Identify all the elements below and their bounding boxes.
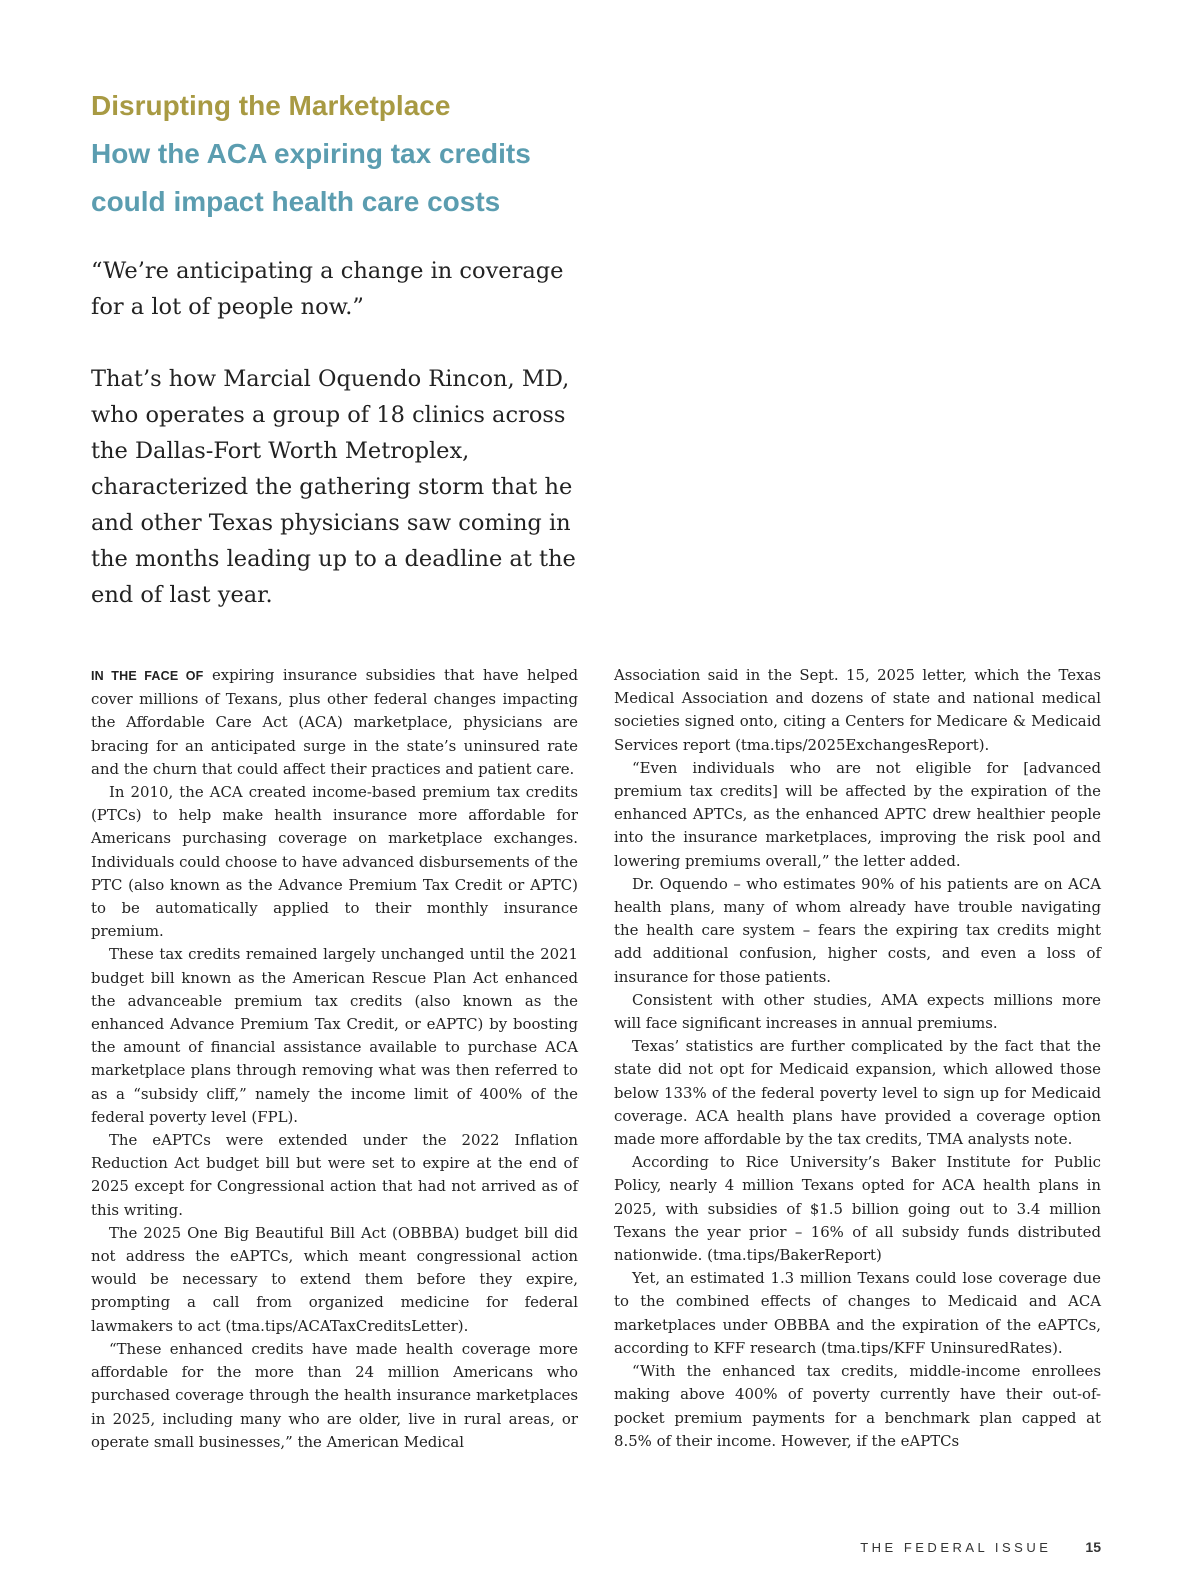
headline-title-line-2: could impact health care costs: [91, 186, 501, 217]
headline-kicker: Disrupting the Marketplace: [91, 90, 451, 121]
page-footer: [860, 1537, 1101, 1557]
paragraph-text: expiring insurance subsidies that have helped cover millions of Texans, plus other federal changes impacting the Affordable Care Act (ACA) marketplace, physicians are bracing for an anticipated surge in the state’s uninsured rate and the churn that could affect their practices and patient care.: [91, 666, 578, 778]
paragraph: “Even individuals who are not eligible for [advanced premium tax credits] will be affected by the expiration of the enhanced APTCs, as the enhanced APTC drew healthier people into the insurance marketplaces, improving the risk pool and lowering premiums overall,” the letter added.: [614, 758, 1101, 870]
paragraph: The 2025 One Big Beautiful Bill Act (OBBBA) budget bill did not address the eAPTCs, which meant congressional action would be necessary to extend them before they expire, prompting a call from organized medicine for federal lawmakers to act (tma.tips/ACATaxCreditsLetter).: [91, 1223, 578, 1335]
headline-title-line-1: How the ACA expiring tax credits: [91, 138, 531, 169]
right-column: [614, 664, 1101, 1453]
lead-quote: “We’re anticipating a change in coverage for a lot of people now.”: [91, 258, 564, 320]
article-headline: [91, 82, 691, 226]
paragraph: In 2010, the ACA created income-based premium tax credits (PTCs) to help make health insurance more affordable for Americans purchasing coverage on marketplace exchanges. Individuals could choose to have advanced disbursements of the PTC (also known as the Advance Premium Tax Credit or APTC) to be automatically applied to their monthly insurance premium.: [91, 783, 578, 941]
paragraph: “These enhanced credits have made health coverage more affordable for the more than 24 million Americans who purchased coverage through the health insurance marketplaces in 2025, including many who are older, live in rural areas, or operate small businesses,” the American Medical: [91, 1339, 578, 1451]
paragraph: Texas’ statistics are further complicated by the fact that the state did not opt for Medicaid expansion, which allowed those below 133% of the federal poverty level to sign up for Medicaid coverage. ACA health plans have provided a coverage option made more affordable by the tax credits, TMA analysts note.: [614, 1037, 1101, 1149]
paragraph: Dr. Oquendo – who estimates 90% of his patients are on ACA health plans, many of whom already have trouble navigating the health care system – fears the expiring tax credits might add additional confusion, higher costs, and even a loss of insurance for those patients.: [614, 874, 1101, 986]
lead-paragraph: That’s how Marcial Oquendo Rincon, MD, who operates a group of 18 clinics across the Dallas-Fort Worth Metroplex, characterized the gathering storm that he and other Texas physicians saw coming in the months leading up to a deadline at the end of last year.: [91, 366, 576, 608]
paragraph: [91, 664, 578, 781]
paragraph: The eAPTCs were extended under the 2022 Inflation Reduction Act budget bill but were set to expire at the end of 2025 except for Congressional action that had not arrived as of this writing.: [91, 1131, 578, 1219]
page-number: 15: [1085, 1539, 1101, 1555]
lead-in: IN THE FACE OF: [91, 669, 204, 683]
paragraph: Consistent with other studies, AMA expects millions more will face significant increases in annual premiums.: [614, 990, 1101, 1033]
paragraph: Yet, an estimated 1.3 million Texans could lose coverage due to the combined effects of changes to Medicaid and ACA marketplaces under OBBBA and the expiration of the eAPTCs, according to KFF research (tma.tips/KFF UninsuredRates).: [614, 1269, 1101, 1357]
publication-name: THE FEDERAL ISSUE: [860, 1539, 1052, 1555]
paragraph: These tax credits remained largely unchanged until the 2021 budget bill known as the American Rescue Plan Act enhanced the advanceable premium tax credits (also known as the enhanced Advance Premium Tax Credit, or eAPTC) by boosting the amount of financial assistance available to purchase ACA marketplace plans through removing what was then referred to as a “subsidy cliff,” namely the income limit of 400% of the federal poverty level (FPL).: [91, 945, 578, 1126]
paragraph: According to Rice University’s Baker Institute for Public Policy, nearly 4 million Texans opted for ACA health plans in 2025, with subsidies of $1.5 billion going out to 3.4 million Texans the year prior – 16% of all subsidy funds distributed nationwide. (tma.tips/BakerReport): [614, 1153, 1101, 1265]
left-column: [91, 664, 578, 1454]
paragraph: “With the enhanced tax credits, middle-income enrollees making above 400% of poverty currently have their out-of-pocket premium payments for a benchmark plan capped at 8.5% of their income. However, if the eAPTCs: [614, 1362, 1101, 1450]
paragraph: Association said in the Sept. 15, 2025 letter, which the Texas Medical Association and dozens of state and national medical societies signed onto, citing a Centers for Medicare & Medicaid Services report (tma.tips/2025ExchangesReport).: [614, 666, 1101, 754]
